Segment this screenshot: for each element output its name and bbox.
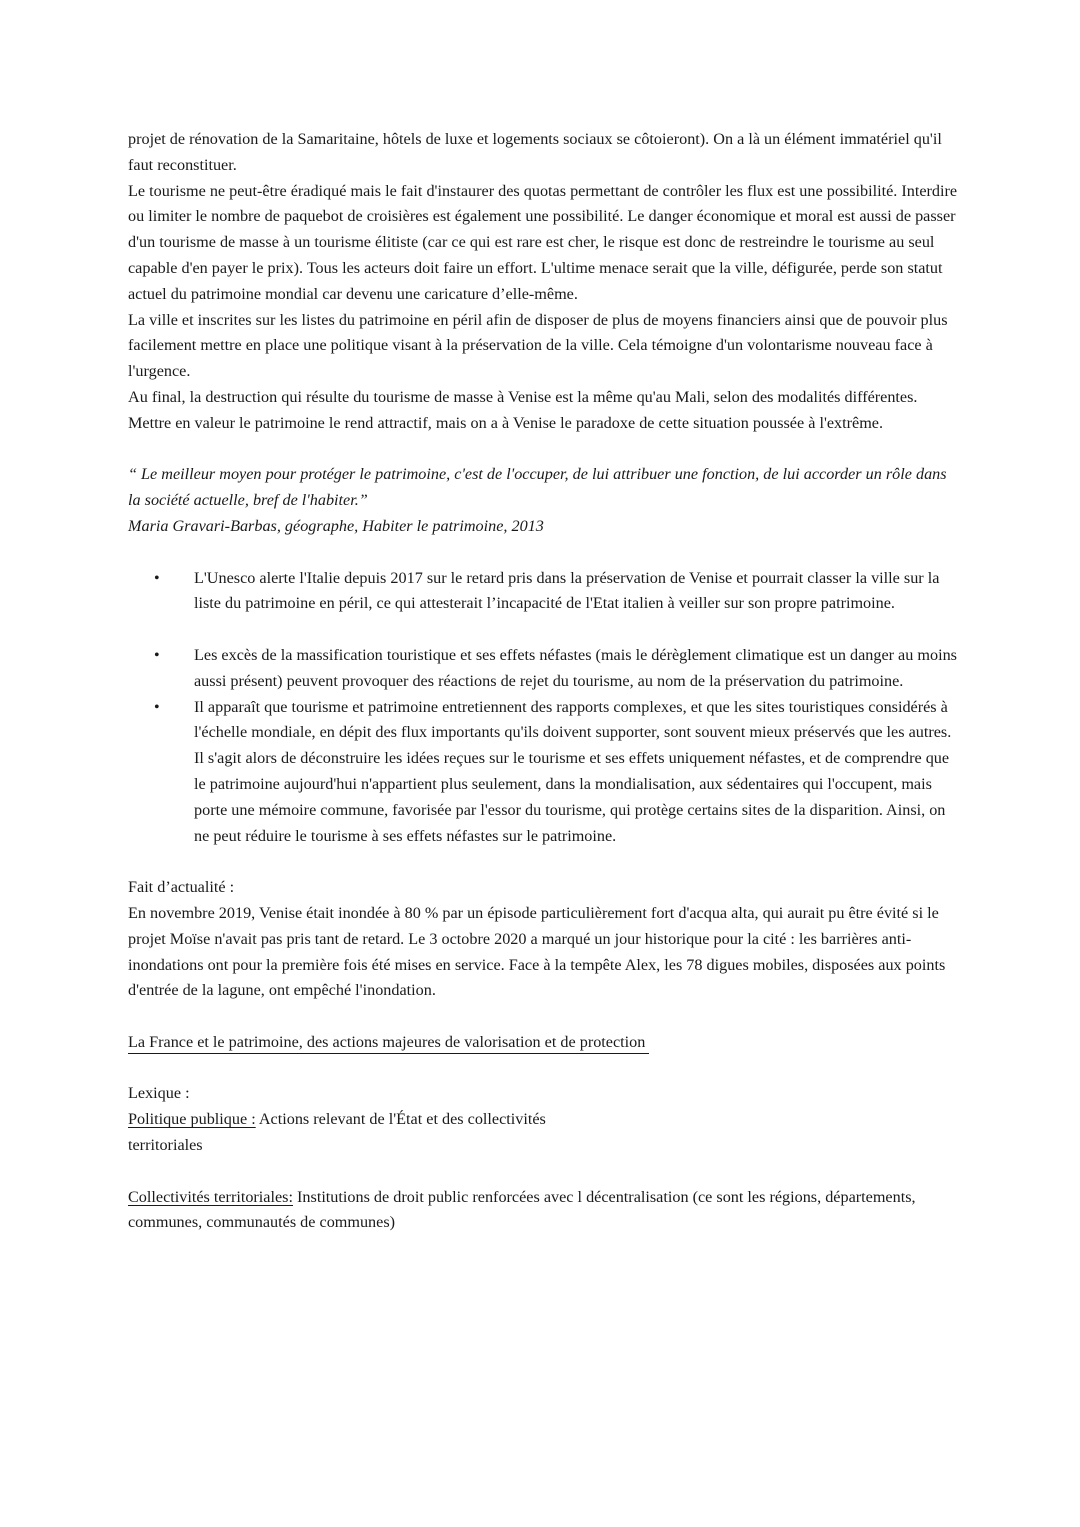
actualite-label: Fait d’actualité : <box>128 878 235 897</box>
lexique-term: Collectivités territoriales: <box>128 1187 293 1206</box>
lexique-term: Politique publique : <box>128 1110 256 1129</box>
section-heading-line <box>128 1030 958 1056</box>
actualite-text: En novembre 2019, Venise était inondée à 80 % par un épisode particulièrement fort d'acqua alta, qui aurait pu être évité si le projet Moïse n'avait pas pris tant de retard. Le 3 octobre 2020 a marqué un jour historique pour la cité : les barrières anti-inondations ont pour la première fois été mises en service. Face à la tempête Alex, les 78 digues mobiles, disposées aux points d'entrée de la lagune, ont empêché l'inondation. <box>128 903 946 1000</box>
bullet-icon: • <box>154 569 160 587</box>
section-heading: La France et le patrimoine, des actions majeures de valorisation et de protection <box>128 1031 649 1054</box>
list-spacer <box>128 617 958 643</box>
lexique-entry <box>128 1185 958 1237</box>
bullet-icon: • <box>154 698 160 716</box>
lexique-definition: Actions relevant de l'État et des collectivités <box>255 1110 546 1129</box>
list-item-text: Il apparaît que tourisme et patrimoine entretiennent des rapports complexes, et que les sites touristiques considérés à l'échelle mondiale, en dépit des flux importants qu'ils doivent supporter, sont souvent mieux préservés que les autres. Il s'agit alors de déconstruire les idées reçues sur le tourisme et ses effets uniquement néfastes, et de comprendre que le patrimoine aujourd'hui n'appartient plus seulement, dans la mondialisation, aux sédentaires qui l'occupent, mais porte une mémoire commune, favorisée par l'essor du tourisme, qui protège certains sites de la disparition. Ainsi, on ne peut réduire le tourisme à ses effets néfastes sur le patrimoine. <box>194 697 952 845</box>
paragraph: Au final, la destruction qui résulte du tourisme de masse à Venise est la même qu'au Mali, selon des modalités différentes. Mettre en valeur le patrimoine le rend attractif, mais on a à Venise le paradoxe de cette situation poussée à l'extrême. <box>128 387 918 432</box>
list-item <box>128 643 958 695</box>
document-page <box>128 127 958 1236</box>
bullet-list <box>128 566 958 850</box>
quote-attribution: Maria Gravari-Barbas, géographe, Habiter le patrimoine, 2013 <box>128 516 544 535</box>
lexique-entry <box>128 1107 958 1133</box>
list-item <box>128 695 958 850</box>
lexique-label: Lexique : <box>128 1084 190 1103</box>
list-item-text: L'Unesco alerte l'Italie depuis 2017 sur le retard pris dans la préservation de Venise et pourrait classer la ville sur la liste du patrimoine en péril, ce qui attesterait l’incapacité de l'Etat italien à veiller sur son propre patrimoine. <box>194 568 940 613</box>
lexique-definition-cont: territoriales <box>128 1136 203 1155</box>
quote-text: “ Le meilleur moyen pour protéger le patrimoine, c'est de l'occuper, de lui attribuer une fonction, de lui accorder un rôle dans la société actuelle, bref de l'habiter.” <box>128 465 947 510</box>
paragraph: Le tourisme ne peut-être éradiqué mais le fait d'instaurer des quotas permettant de contrôler les flux est une possibilité. Interdire ou limiter le nombre de paquebot de croisières est également une possibilité. Le danger économique et moral est aussi de passer d'un tourisme de masse à un tourisme élitiste (car ce qui est rare est cher, le risque est donc de restreindre le tourisme au seul capable d'en payer le prix). Tous les acteurs doit faire un effort. L'ultime menace serait que la ville, défigurée, perde son statut actuel du patrimoine mondial car devenu une caricature d’elle-même. <box>128 181 958 303</box>
paragraph: La ville et inscrites sur les listes du patrimoine en péril afin de disposer de plus de moyens financiers ainsi que de pouvoir plus facilement mettre en place une politique visant à la préservation de la ville. Cela témoigne d'un volontarisme nouveau face à l'urgence. <box>128 310 948 381</box>
list-item-text: Les excès de la massification touristique et ses effets néfastes (mais le dérèglement climatique est un danger au moins aussi présent) peuvent provoquer des réactions de rejet du tourisme, au nom de la préservation du patrimoine. <box>194 645 957 690</box>
list-item <box>128 566 958 618</box>
bullet-icon: • <box>154 646 160 664</box>
lexique-definition: Institutions de droit public renforcées avec l décentralisation (ce sont les régions, départements, communes, communautés de communes) <box>128 1187 916 1232</box>
paragraph: projet de rénovation de la Samaritaine, hôtels de luxe et logements sociaux se côtoieront). On a là un élément immatériel qu'il faut reconstituer. <box>128 130 942 174</box>
